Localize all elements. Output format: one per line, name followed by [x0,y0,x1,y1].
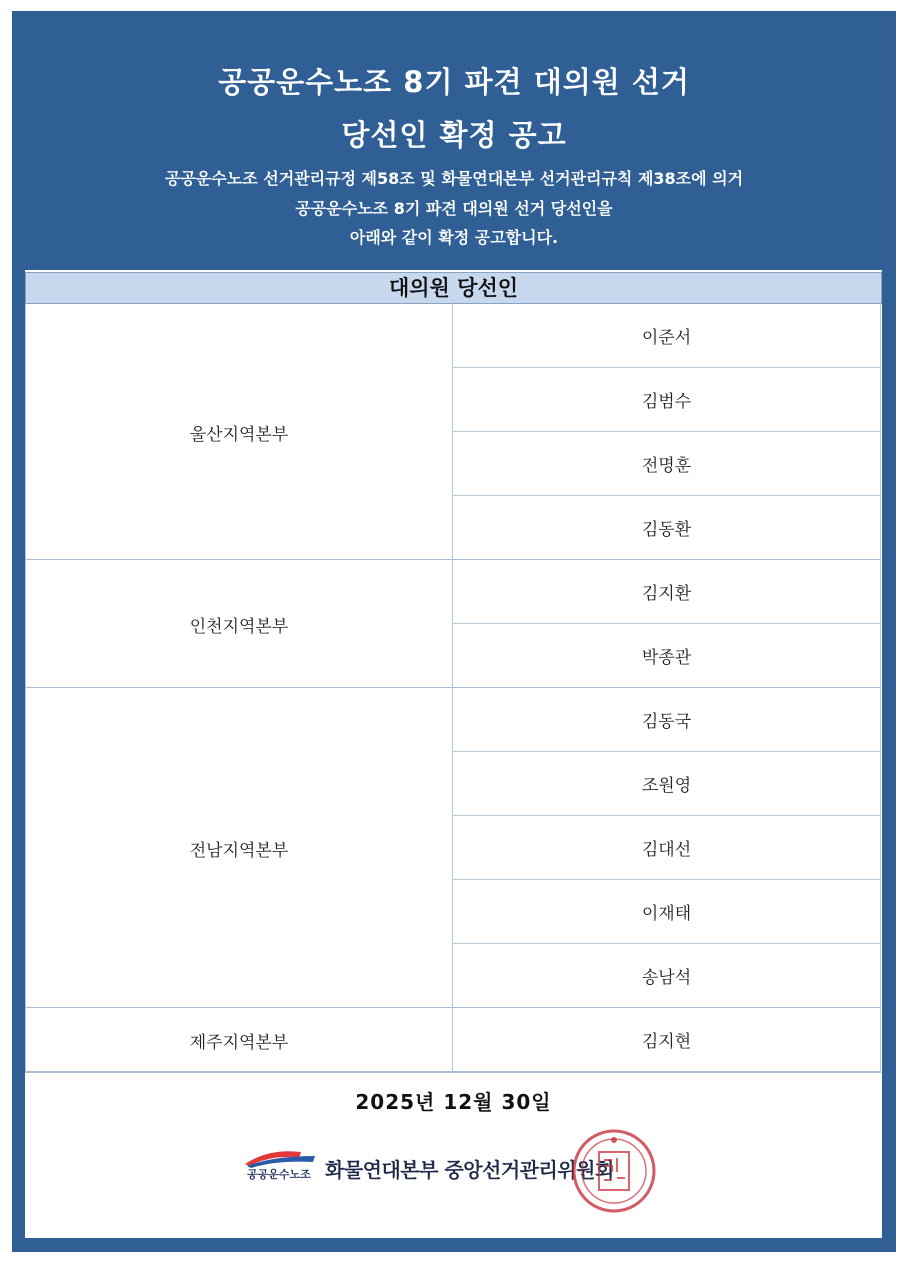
notice-body [25,270,882,1238]
winner-name-cell: 조원영 [453,752,881,816]
group-divider [25,1071,881,1073]
winner-name-cell: 송남석 [453,944,881,1008]
union-logo-text: 공공운수노조 [247,1168,311,1181]
union-logo [239,1146,321,1180]
region-cell: 전남지역본부 [25,688,453,1008]
winner-name-cell: 김대선 [453,816,881,880]
winner-name-cell: 김동국 [453,688,881,752]
notice-date: 2025년 12월 30일 [355,1090,552,1114]
organization-name: 화물연대본부 중앙선거관리위원회 [325,1158,614,1182]
region-cell: 울산지역본부 [25,304,453,560]
winner-name-cell: 이재태 [453,880,881,944]
subtitle-line-1: 공공운수노조 선거관리규정 제58조 및 화물연대본부 선거관리규칙 제38조에 의거 [164,169,744,188]
winner-name-cell: 김범수 [453,368,881,432]
notice-header [12,11,896,266]
seal-stamp-icon [571,1128,657,1214]
winner-name-cell: 박종관 [453,624,881,688]
winner-name-cell: 김동환 [453,496,881,560]
region-cell: 인천지역본부 [25,560,453,688]
winner-name-cell: 이준서 [453,304,881,368]
union-logo-icon [239,1146,321,1168]
title-line-2: 당선인 확정 공고 [341,118,567,152]
subtitle-line-3: 아래와 같이 확정 공고합니다. [349,228,559,247]
winner-name-cell: 김지현 [453,1008,881,1072]
official-seal [571,1128,657,1214]
region-cell: 제주지역본부 [25,1008,453,1072]
table-heading: 대의원 당선인 [25,272,882,304]
winner-name-cell: 전명훈 [453,432,881,496]
subtitle-line-2: 공공운수노조 8기 파견 대의원 선거 당선인을 [295,199,613,218]
title-line-1: 공공운수노조 8기 파견 대의원 선거 [218,65,690,99]
winner-name-cell: 김지환 [453,560,881,624]
